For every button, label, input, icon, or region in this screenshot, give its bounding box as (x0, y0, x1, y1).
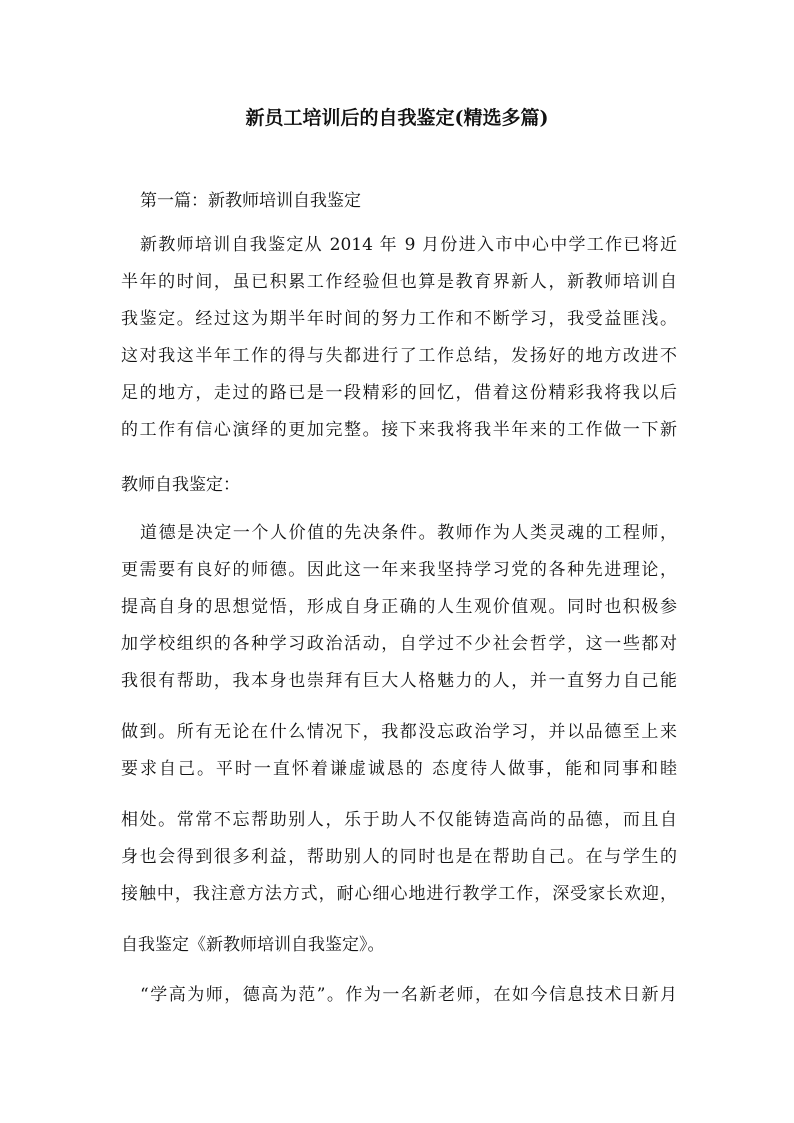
paragraph-line: 道德是决定一个人价值的先决条件。教师作为人类灵魂的工程师， (140, 523, 677, 543)
paragraph-line: 提高自身的思想觉悟，形成自身正确的人生观价值观。同时也积极参 (121, 597, 677, 617)
paragraph-line: “学高为师，德高为范”。作为一名新老师，在如今信息技术日新月 (140, 985, 677, 1005)
paragraph-line: 身也会得到很多利益，帮助别人的同时也是在帮助自己。在与学生的 (121, 847, 677, 867)
paragraph-line: 更需要有良好的师德。因此这一年来我坚持学习党的各种先进理论， (121, 560, 677, 580)
paragraph-line: 加学校组织的各种学习政治活动，自学过不少社会哲学，这一些都对 (121, 634, 677, 654)
paragraph-line: 半年的时间，虽已积累工作经验但也算是教育界新人，新教师培训自 (121, 272, 677, 292)
document-title: 新员工培训后的自我鉴定(精选多篇) (245, 107, 549, 129)
paragraph-line: 新教师培训自我鉴定从 2014 年 9 月份进入市中心中学工作已将近 (140, 235, 677, 255)
paragraph-line: 接触中，我注意方法方式，耐心细心地进行教学工作，深受家长欢迎， (121, 884, 677, 904)
paragraph-line: 我很有帮助，我本身也崇拜有巨大人格魅力的人，并一直努力自己能 (121, 671, 677, 691)
paragraph-line: 要求自己。平时一直怀着谦虚诚恳的 态度待人做事，能和同事和睦 (121, 759, 677, 779)
paragraph-line: 我鉴定。经过这为期半年时间的努力工作和不断学习，我受益匪浅。 (121, 309, 677, 329)
paragraph-line: 教师自我鉴定： (121, 475, 240, 495)
paragraph-line: 做到。所有无论在什么情况下，我都没忘政治学习，并以品德至上来 (121, 722, 677, 742)
paragraph-line: 这对我这半年工作的得与失都进行了工作总结，发扬好的地方改进不 (121, 346, 677, 366)
paragraph-line: 相处。常常不忘帮助别人，乐于助人不仅能铸造高尚的品德，而且自 (121, 810, 677, 830)
paragraph-line: 足的地方，走过的路已是一段精彩的回忆，借着这份精彩我将我以后 (121, 383, 677, 403)
paragraph-line: 自我鉴定《新教师培训自我鉴定》。 (121, 935, 385, 955)
paragraph-line: 的工作有信心演绎的更加完整。接下来我将我半年来的工作做一下新 (121, 420, 677, 440)
section-heading: 第一篇：新教师培训自我鉴定 (140, 191, 361, 211)
